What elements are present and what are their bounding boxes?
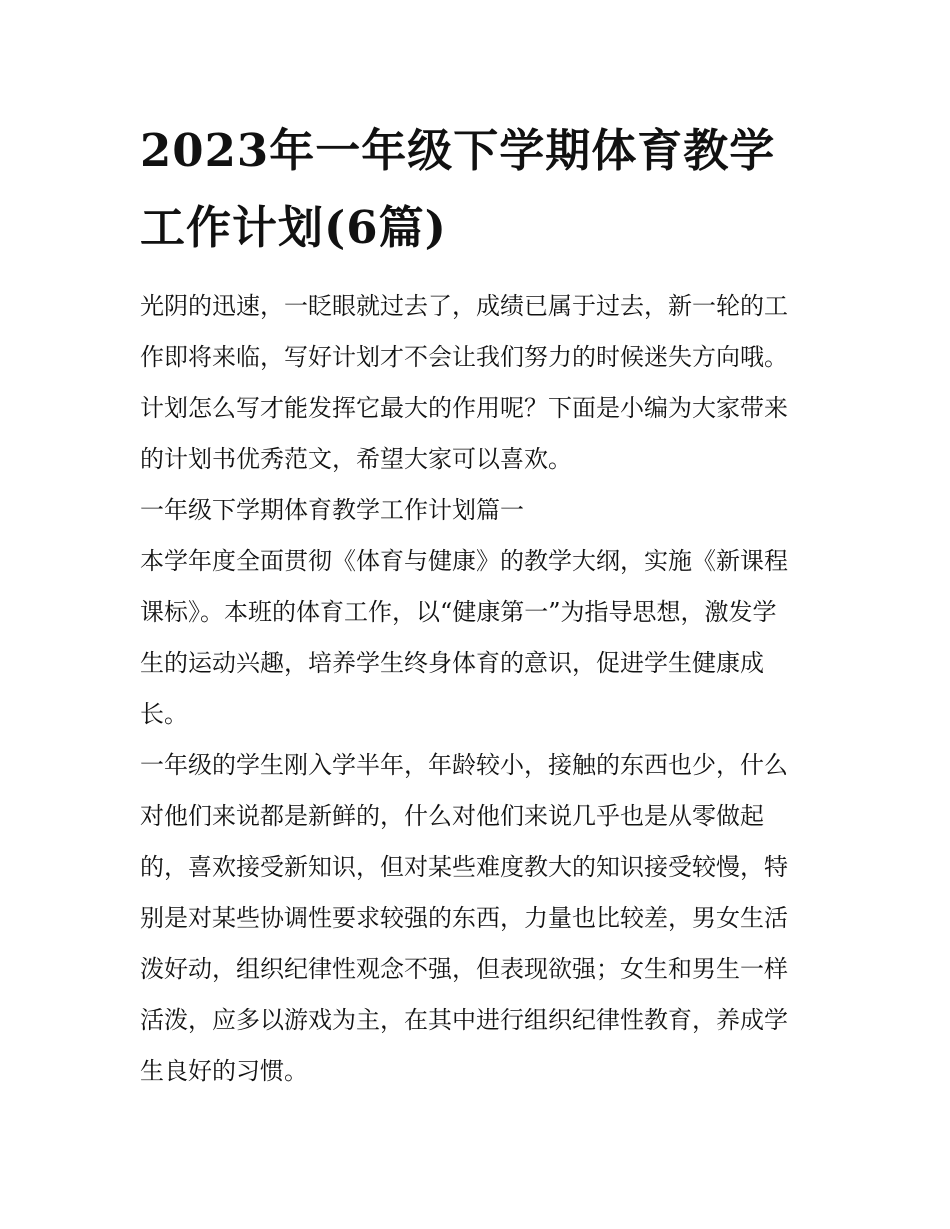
intro-paragraph [140, 281, 830, 485]
text-line: 生的运动兴趣，培养学生终身体育的意识，促进学生健康成 [140, 649, 764, 677]
text-line: 的，喜欢接受新知识，但对某些难度教大的知识接受较慢，特 [140, 853, 788, 881]
text-line: 泼好动，组织纪律性观念不强，但表现欲强；女生和男生一样 [140, 955, 788, 983]
text-line: 本学年度全面贯彻《体育与健康》的教学大纲，实施《新课程 [140, 547, 788, 575]
text-line: 的计划书优秀范文，希望大家可以喜欢。 [140, 445, 572, 473]
title-line: 工作计划(6篇) [140, 201, 447, 254]
text-line: 一年级的学生刚入学半年，年龄较小，接触的东西也少，什么 [140, 751, 788, 779]
document-body [140, 281, 830, 1097]
body-paragraph [140, 536, 830, 740]
text-line: 对他们来说都是新鲜的，什么对他们来说几乎也是从零做起 [140, 802, 764, 830]
body-paragraph [140, 740, 830, 1097]
text-line: 生良好的习惯。 [140, 1057, 308, 1085]
text-line: 光阴的迅速，一眨眼就过去了，成绩已属于过去，新一轮的工 [140, 292, 788, 320]
text-line: 课标》。本班的体育工作，以“健康第一”为指导思想，激发学 [140, 598, 777, 626]
text-line: 计划怎么写才能发挥它最大的作用呢？下面是小编为大家带来 [140, 394, 788, 422]
text-line: 一年级下学期体育教学工作计划篇一 [140, 496, 524, 524]
text-line: 活泼，应多以游戏为主，在其中进行组织纪律性教育，养成学 [140, 1006, 788, 1034]
title-line: 2023年一年级下学期体育教学 [140, 124, 776, 177]
document-title [140, 112, 830, 266]
text-line: 作即将来临，写好计划才不会让我们努力的时候迷失方向哦。 [140, 343, 788, 371]
text-line: 长。 [140, 700, 188, 728]
text-line: 别是对某些协调性要求较强的东西，力量也比较差，男女生活 [140, 904, 788, 932]
section-heading [140, 485, 830, 536]
